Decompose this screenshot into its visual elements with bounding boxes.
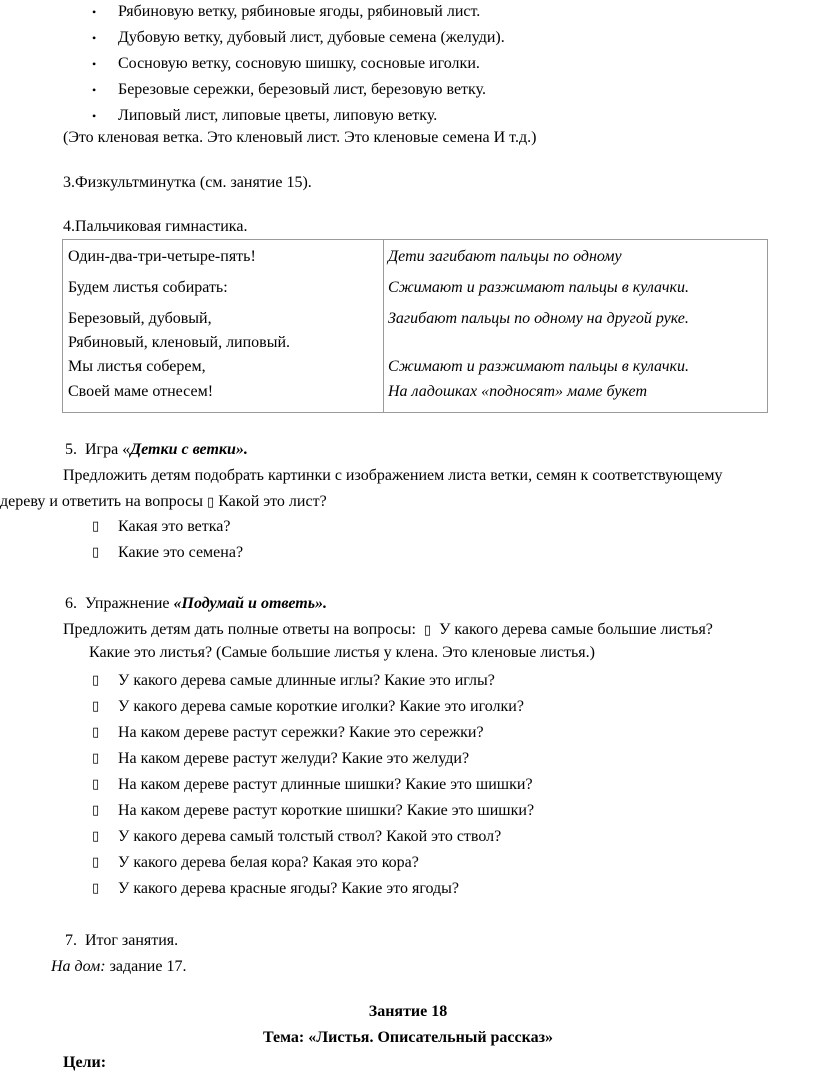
checkbox-glyph: ▯: [92, 881, 100, 896]
bullet-marker: •: [92, 109, 97, 123]
rhyme-line: Один-два-три-четыре-пять!: [68, 248, 256, 265]
rhyme-line: Будем листья собирать:: [68, 279, 228, 296]
example-line: (Это кленовая ветка. Это кленовый лист. Это кленовые семена И т.д.): [63, 129, 537, 146]
checkbox-glyph: ▯: [92, 751, 100, 766]
bullet-marker: •: [92, 57, 97, 71]
list-item: Рябиновую ветку, рябиновые ягоды, рябиновый лист.: [118, 3, 481, 20]
paragraph-line: [0, 492, 327, 513]
question-item: У какого дерева самые короткие иголки? Какие это иголки?: [118, 698, 524, 715]
action-line: На ладошках «подносят» маме букет: [388, 383, 647, 400]
paragraph-line: Предложить детям подобрать картинки с изображением листа ветки, семян к соответствующему: [63, 467, 723, 484]
checkbox-glyph: ▯: [92, 803, 100, 818]
checkbox-glyph: ▯: [92, 673, 100, 688]
action-line: Сжимают и разжимают пальцы в кулачки.: [388, 358, 689, 375]
homework-line: [51, 957, 186, 977]
question-item: На каком дереве растут желуди? Какие это желуди?: [118, 750, 470, 767]
question-item: На каком дереве растут сережки? Какие это сережки?: [118, 724, 484, 741]
finger-gymnastics-table: [62, 239, 768, 413]
question-item: У какого дерева самые длинные иглы? Какие это иглы?: [118, 672, 495, 689]
lesson-topic: Тема: «Листья. Описательный рассказ»: [262, 1029, 554, 1046]
game-title: Детки с ветки».: [130, 441, 248, 458]
question-item: Какая это ветка?: [118, 518, 231, 535]
section-3-heading: 3.Физкультминутка (см. занятие 15).: [63, 174, 312, 191]
action-column: [384, 240, 767, 412]
question-item: У какого дерева белая кора? Какая это кора?: [118, 854, 419, 871]
question-item: У какого дерева самый толстый ствол? Какой это ствол?: [118, 828, 502, 845]
checkbox-glyph: ▯: [92, 725, 100, 740]
section-5-heading: [65, 440, 248, 460]
question-item: На каком дереве растут короткие шишки? Какие это шишки?: [118, 802, 535, 819]
paragraph-text: Предложить детям дать полные ответы на вопросы:: [63, 621, 416, 638]
checkbox-glyph: ▯: [423, 623, 432, 638]
goals-label: Цели:: [63, 1054, 107, 1071]
checkbox-glyph: ▯: [92, 829, 100, 844]
list-item: Дубовую ветку, дубовый лист, дубовые семена (желуди).: [118, 29, 505, 46]
question-text: У какого дерева самые большие листья?: [439, 621, 713, 638]
question-item: Какие это семена?: [118, 544, 244, 561]
question-item: У какого дерева красные ягоды? Какие это ягоды?: [118, 880, 460, 897]
paragraph-text: дереву и ответить на вопросы: [0, 493, 204, 510]
rhyme-line: Мы листья соберем,: [68, 358, 206, 375]
list-item: Липовый лист, липовые цветы, липовую ветку.: [118, 107, 438, 124]
paragraph-line: [63, 620, 713, 641]
exercise-title: «Подумай и ответь».: [173, 595, 327, 612]
homework-label: На дом:: [51, 958, 106, 975]
list-item: Березовые сережки, березовый лист, березовую ветку.: [118, 81, 486, 98]
section-prefix: Игра «: [85, 441, 131, 458]
rhyme-line: Своей маме отнесем!: [68, 383, 214, 400]
section-number: 5.: [65, 441, 77, 458]
section-text: Итог занятия.: [85, 932, 179, 949]
checkbox-glyph: ▯: [92, 699, 100, 714]
section-4-heading: 4.Пальчиковая гимнастика.: [63, 218, 248, 235]
checkbox-glyph: ▯: [207, 495, 215, 510]
lesson-title: Занятие 18: [368, 1003, 448, 1020]
action-line: Дети загибают пальцы по одному: [388, 248, 622, 265]
section-number: 7.: [65, 932, 77, 949]
bullet-marker: •: [92, 31, 97, 45]
paragraph-line: Какие это листья? (Самые большие листья у клена. Это кленовые листья.): [89, 644, 595, 661]
bullet-marker: •: [92, 83, 97, 97]
checkbox-glyph: ▯: [92, 855, 100, 870]
question-text: Какой это лист?: [218, 493, 327, 510]
action-line: Сжимают и разжимают пальцы в кулачки.: [388, 279, 689, 296]
list-item: Сосновую ветку, сосновую шишку, сосновые иголки.: [118, 55, 480, 72]
rhyme-column: [63, 240, 383, 412]
section-7-heading: [65, 931, 178, 951]
rhyme-line: Березовый, дубовый,: [68, 310, 212, 327]
checkbox-glyph: ▯: [92, 545, 100, 560]
bullet-marker: •: [92, 5, 97, 19]
section-prefix: Упражнение: [85, 595, 174, 612]
action-line: Загибают пальцы по одному на другой руке.: [388, 310, 689, 327]
checkbox-glyph: ▯: [92, 777, 100, 792]
question-item: На каком дереве растут длинные шишки? Какие это шишки?: [118, 776, 533, 793]
section-6-heading: [65, 594, 327, 614]
checkbox-glyph: ▯: [92, 519, 100, 534]
section-number: 6.: [65, 595, 77, 612]
homework-text: задание 17.: [105, 958, 187, 975]
rhyme-line: Рябиновый, кленовый, липовый.: [68, 334, 291, 351]
